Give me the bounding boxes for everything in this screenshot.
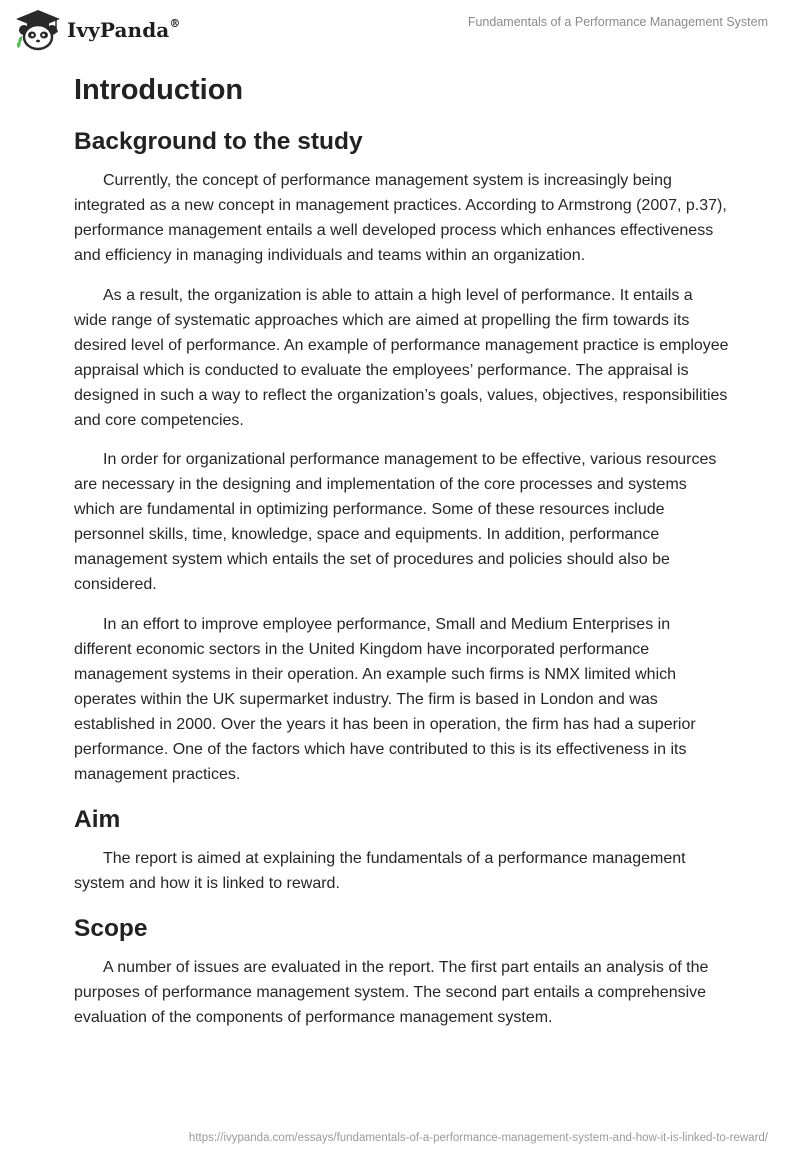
page-header	[0, 0, 800, 60]
paragraph: In order for organizational performance management to be effective, various resources are necessary in the designing and implementation of the core processes and systems which are fundamental in optimizing performance. Some of these resources include personnel skills, time, knowledge, space and equipments. In addition, performance management system which entails the set of procedures and policies should also be considered.	[74, 451, 717, 593]
paragraph: The report is aimed at explaining the fundamentals of a performance management system and how it is linked to reward.	[74, 849, 686, 892]
paragraph: In an effort to improve employee performance, Small and Medium Enterprises in different economic sectors in the United Kingdom have incorporated performance management systems in their operation. An example such firms is NMX limited which operates within the UK supermarket industry. The firm is based in London and was established in 2000. Over the years it has been in operation, the firm has had a superior performance. One of the factors which have contributed to this is its effectiveness in its management practices.	[74, 615, 696, 783]
document-title-header: Fundamentals of a Performance Management System	[467, 15, 768, 29]
brand-name: IvyPanda®	[67, 17, 181, 42]
source-url[interactable]: https://ivypanda.com/essays/fundamentals-of-a-performance-management-system-and-how-it-is-linked-to-reward/	[188, 1132, 768, 1144]
brand-logo[interactable]	[14, 8, 180, 52]
section-heading-background: Background to the study	[74, 128, 363, 155]
paragraph: As a result, the organization is able to attain a high level of performance. It entails a wide range of systematic approaches which are aimed at propelling the firm towards its desired level of performance. An example of performance management practice is employee appraisal which is conducted to evaluate the employees’ performance. The appraisal is designed in such a way to reflect the organization’s goals, values, objectives, responsibilities and core competencies.	[74, 286, 729, 429]
page-title: Introduction	[74, 74, 244, 106]
paragraph: A number of issues are evaluated in the report. The first part entails an analysis of the purposes of performance management system. The second part entails a comprehensive evaluation of the components of performance management system.	[74, 958, 709, 1026]
panda-graduate-icon	[14, 8, 62, 52]
registered-mark: ®	[169, 17, 181, 31]
paragraph: Currently, the concept of performance management system is increasingly being integrated as a new concept in management practices. According to Armstrong (2007, p.37), performance management entails a well developed process which enhances effectiveness and efficiency in managing individuals and teams within an organization.	[74, 172, 727, 264]
section-heading-aim: Aim	[74, 805, 121, 833]
essay-content	[74, 70, 729, 1044]
section-heading-scope: Scope	[74, 914, 148, 942]
